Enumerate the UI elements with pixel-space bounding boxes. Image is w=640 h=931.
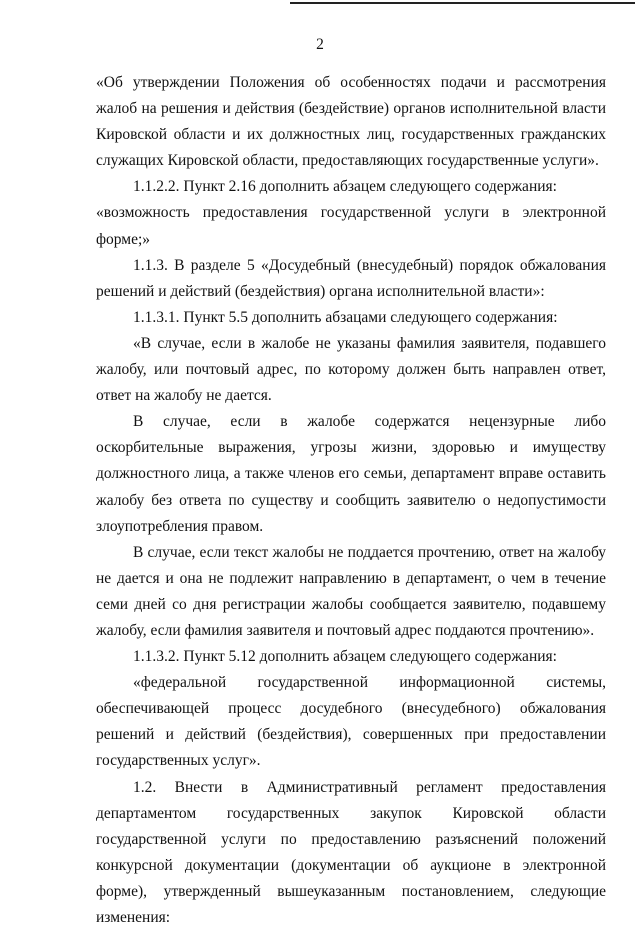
paragraph-1-1-3-2: 1.1.3.2. Пункт 5.12 дополнить абзацем следующего содержания: [133,648,557,666]
paragraph-1-1-2-2: 1.1.2.2. Пункт 2.16 дополнить абзацем следующего содержания: [133,178,557,196]
paragraph-offensive-language: В случае, если в жалобе содержатся нецензурные либо оскорбительные выражения, угрозы жизни, здоровью и имуществу должностного лица, а также членов его семьи, департамент вправе оставить жалобу без ответа по существу и сообщить заявителю о недопустимости злоупотребления правом. [96,413,606,535]
paragraph-1-1-3-1: 1.1.3.1. Пункт 5.5 дополнить абзацами следующего содержания: [133,308,558,326]
paragraph-1-1-3: 1.1.3. В разделе 5 «Досудебный (внесудебный) порядок обжалования решений и действий (бездействия) органа исполнительной власти»: [96,256,606,300]
page-number: 2 [316,36,324,53]
paragraph-no-surname: «В случае, если в жалобе не указаны фамилия заявителя, подавшего жалобу, или почтовый адрес, по которому должен быть направлен ответ, ответ на жалобу не дается. [96,334,606,405]
document-body [96,70,606,931]
paragraph-resolution-title: «Об утверждении Положения об особенностях подачи и рассмотрения жалоб на решения и действия (бездействие) органов исполнительной власти Кировской области и их должностных лиц, государственных гражданских служащих Кировской области, предоставляющих государственные услуги». [96,74,606,170]
paragraph-federal-system: «федеральной государственной информационной системы, обеспечивающей процесс досудебного (внесудебного) обжалования решений и действий (бездействия), совершенных при предоставлении государственных услуг». [96,674,606,770]
paragraph-electronic-form: «возможность предоставления государственной услуги в электронной форме;» [96,204,606,248]
paragraph-unreadable-text: В случае, если текст жалобы не поддается прочтению, ответ на жалобу не дается и она не подлежит направлению в департамент, о чем в течение семи дней со дня регистрации жалобы сообщается заявителю, подавшему жалобу, если фамилия заявителя и почтовый адрес поддаются прочтению». [96,543,606,639]
paragraph-1-2: 1.2. Внести в Административный регламент предоставления департаментом государственных закупок Кировской области государственной услуги по предоставлению разъяснений положений конкурсной документации (документации об аукционе в электронной форме), утвержденный вышеуказанным постановлением, следующие изменения: [96,778,606,926]
top-rule [290,2,635,4]
